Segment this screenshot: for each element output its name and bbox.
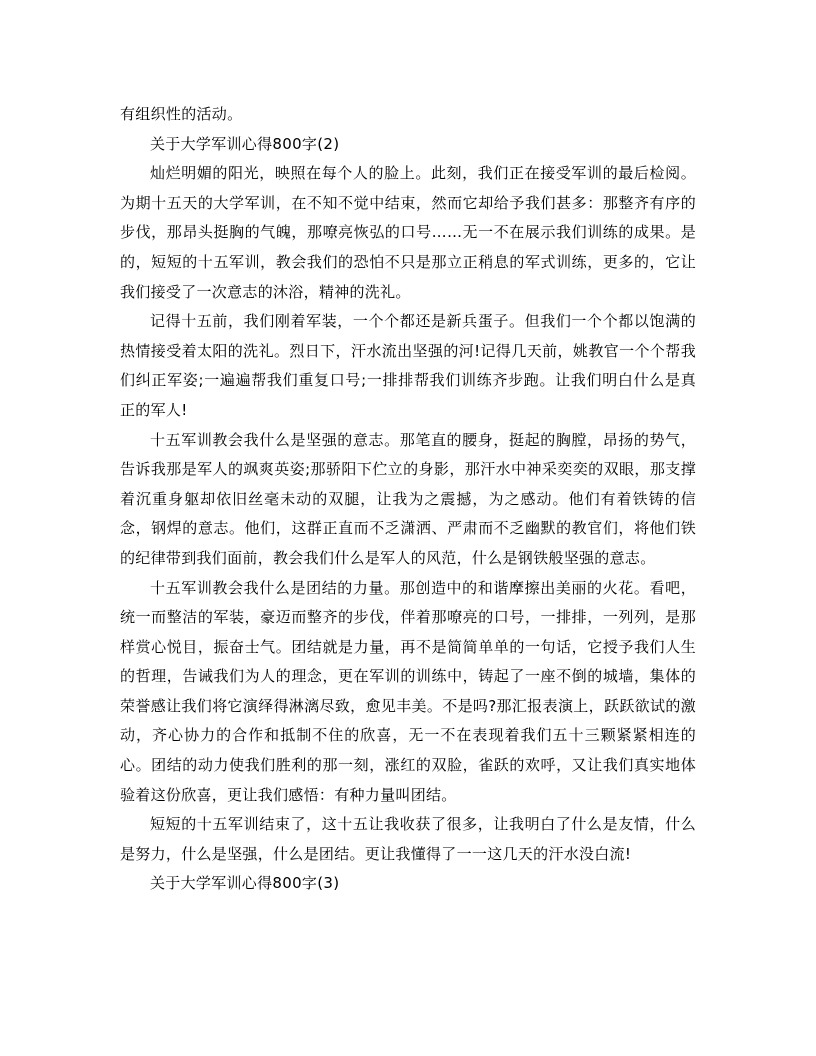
paragraph-continuation: 有组织性的活动。 xyxy=(120,105,243,123)
paragraph: 灿烂明媚的阳光，映照在每个人的脸上。此刻，我们正在接受军训的最后检阅。为期十五天的大学军训，在不知不觉中结束，然而它却给予我们甚多：那整齐有序的步伐，那昂头挺胸的气魄，那嘹亮恢弘的口号……无一不在展示我们训练的成果。是的，短短的十五军训，教会我们的恐怕不只是那立正稍息的军式训练，更多的，它让我们接受了一次意志的沐浴，精神的洗礼。 xyxy=(120,164,696,301)
paragraph: 记得十五前，我们刚着军装，一个个都还是新兵蛋子。但我们一个个都以饱满的热情接受着太阳的洗礼。烈日下，汗水流出坚强的河!记得几天前，姚教官一个个帮我们纠正军姿;一遍遍帮我们重复口号;一排排帮我们训练齐步跑。让我们明白什么是真正的军人! xyxy=(120,312,696,419)
paragraph: 短短的十五军训结束了，这十五让我收获了很多，让我明白了什么是友情，什么是努力，什么是坚强，什么是团结。更让我懂得了一一这几天的汗水没白流! xyxy=(120,815,696,863)
section-heading: 关于大学军训心得800字(3) xyxy=(150,874,340,893)
paragraph: 十五军训教会我什么是坚强的意志。那笔直的腰身，挺起的胸膛，昂扬的势气，告诉我那是军人的飒爽英姿;那骄阳下伫立的身影，那汗水中神采奕奕的双眼，那支撑着沉重身躯却依旧丝毫未动的双腿，让我为之震撼，为之感动。他们有着铁铸的信念，钢焊的意志。他们，这群正直而不乏潇洒、严肃而不乏幽默的教官们，将他们铁的纪律带到我们面前，教会我们什么是军人的风范，什么是钢铁般坚强的意志。 xyxy=(120,430,696,567)
document-body xyxy=(120,100,696,899)
paragraph: 十五军训教会我什么是团结的力量。那创造中的和谐摩擦出美丽的火花。看吧，统一而整洁的军装，豪迈而整齐的步伐，伴着那嘹亮的口号，一排排，一列列，是那样赏心悦目，振奋士气。团结就是力量，再不是简简单单的一句话，它授予我们人生的哲理，告诫我们为人的理念，更在军训的训练中，铸起了一座不倒的城墙，集体的荣誉感让我们将它演绎得淋漓尽致，愈见丰美。不是吗?那汇报表演上，跃跃欲试的激动，齐心协力的合作和抵制不住的欣喜，无一不在表现着我们五十三颗紧紧相连的心。团结的动力使我们胜利的那一刻，涨红的双脸，雀跃的欢呼，又让我们真实地体验着这份欣喜，更让我们感悟：有种力量叫团结。 xyxy=(120,578,696,804)
section-heading: 关于大学军训心得800字(2) xyxy=(150,134,340,153)
